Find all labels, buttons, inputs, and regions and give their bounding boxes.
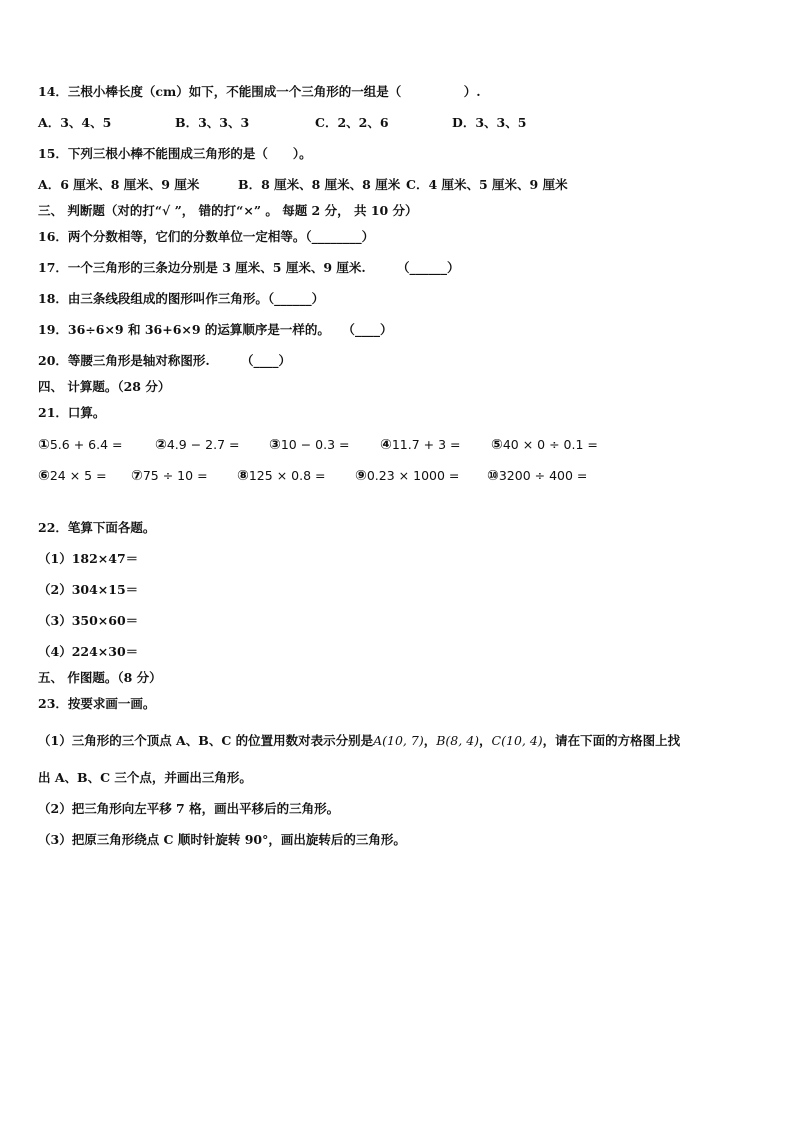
mental-item-1: [38, 437, 123, 453]
mental-expression: 0.23 × 1000 =: [366, 468, 460, 483]
q23-part1: [38, 733, 680, 749]
point-b-coordinate: B(8, 4): [436, 733, 480, 748]
q19-close: ）: [379, 322, 393, 337]
mental-expression: 125 × 0.8 =: [248, 468, 326, 483]
point-a-coordinate: A(10, 7): [373, 733, 424, 748]
circled-number: ④: [380, 437, 392, 453]
q14-option-d: D．3、3、5: [452, 115, 527, 130]
q23-part1-text: （1）三角形的三个顶点 A、B、C 的位置用数对表示分别是: [38, 733, 374, 748]
q23-stem: 23．按要求画一画。: [38, 696, 156, 711]
q18-text: 18．由三条线段组成的图形叫作三角形。（: [38, 291, 275, 306]
mental-item-4: [380, 437, 461, 453]
q15-stem: 15．下列三根小棒不能围成三角形的是（ ）。: [38, 146, 312, 161]
mental-item-7: [131, 468, 208, 484]
mental-item-10: [487, 468, 587, 484]
circled-number: ⑩: [487, 468, 499, 484]
q16-close: ）: [361, 229, 375, 244]
point-c-coordinate: C(10, 4): [491, 733, 543, 748]
mental-item-2: [155, 437, 240, 453]
q17-text: 17．一个三角形的三条边分别是 3 厘米、5 厘米、9 厘米. （: [38, 260, 410, 275]
q15-option-a: A．6 厘米、8 厘米、9 厘米: [38, 177, 200, 192]
q17-close: ）: [447, 260, 460, 275]
q23-part1-continued: 出 A、B、C 三个点，并画出三角形。: [38, 770, 252, 785]
q19-text: 19．36÷6×9 和 36+6×9 的运算顺序是一样的。 （: [38, 322, 355, 337]
mental-item-9: [355, 468, 459, 484]
q20-close: ）: [278, 353, 292, 368]
section4-title: 四、 计算题。（28 分）: [38, 379, 171, 394]
circled-number: ②: [155, 437, 167, 453]
q18-close: ）: [311, 291, 325, 306]
mental-expression: 3200 ÷ 400 =: [498, 468, 588, 483]
q19: [38, 322, 392, 338]
section5-title: 五、 作图题。（8 分）: [38, 670, 162, 685]
mental-expression: 24 × 5 =: [49, 468, 107, 483]
q20-blank: ____: [253, 353, 279, 368]
mental-expression: 75 ÷ 10 =: [142, 468, 208, 483]
mental-expression: 10 − 0.3 =: [280, 437, 350, 452]
q22-stem: 22．笔算下面各题。: [38, 520, 156, 535]
q14-option-c: C．2、2、6: [315, 115, 389, 130]
q17: [38, 260, 460, 276]
circled-number: ⑦: [131, 468, 143, 484]
q14-option-b: B．3、3、3: [175, 115, 250, 130]
q22-item-3: （3）350×60＝: [38, 613, 139, 628]
q20-text: 20．等腰三角形是轴对称图形. （: [38, 353, 254, 368]
q16-blank: ________: [311, 229, 362, 244]
q21-stem: 21．口算。: [38, 405, 106, 420]
q20: [38, 353, 291, 369]
section3-title: 三、 判断题（对的打“√ ”， 错的打“×” 。 每题 2 分， 共 10 分）: [38, 203, 418, 218]
mental-item-3: [269, 437, 350, 453]
q16-text: 16．两个分数相等，它们的分数单位一定相等。（: [38, 229, 312, 244]
separator: ，: [423, 733, 437, 748]
q14-option-a: A．3、4、5: [38, 115, 112, 130]
q22-item-2: （2）304×15＝: [38, 582, 139, 597]
q22-item-1: （1）182×47＝: [38, 551, 139, 566]
q15-option-b: B．8 厘米、8 厘米、8 厘米: [238, 177, 401, 192]
circled-number: ⑨: [355, 468, 367, 484]
circled-number: ⑤: [491, 437, 503, 453]
mental-item-6: [38, 468, 107, 484]
circled-number: ⑧: [237, 468, 249, 484]
mental-item-5: [491, 437, 598, 453]
q23-part3: （3）把原三角形绕点 C 顺时针旋转 90°，画出旋转后的三角形。: [38, 832, 406, 847]
q15-option-c: C．4 厘米、5 厘米、9 厘米: [406, 177, 568, 192]
circled-number: ③: [269, 437, 281, 453]
mental-expression: 40 × 0 ÷ 0.1 =: [502, 437, 598, 452]
mental-item-8: [237, 468, 325, 484]
separator: ，: [479, 733, 492, 748]
circled-number: ⑥: [38, 468, 50, 484]
q14-stem: 14．三根小棒长度（cm）如下，不能围成一个三角形的一组是（ ）.: [38, 84, 481, 99]
q18: [38, 291, 324, 307]
mental-expression: 5.6 + 6.4 =: [49, 437, 123, 452]
mental-expression: 4.9 − 2.7 =: [166, 437, 240, 452]
q16: [38, 229, 374, 245]
q23-part2: （2）把三角形向左平移 7 格，画出平移后的三角形。: [38, 801, 340, 816]
circled-number: ①: [38, 437, 50, 453]
q22-item-4: （4）224×30＝: [38, 644, 139, 659]
q19-blank: ____: [354, 322, 380, 337]
q18-blank: ______: [274, 291, 312, 306]
q23-part1-text-end: ，请在下面的方格图上找: [542, 733, 681, 748]
q17-blank: ______: [409, 260, 447, 275]
mental-expression: 11.7 + 3 =: [391, 437, 461, 452]
